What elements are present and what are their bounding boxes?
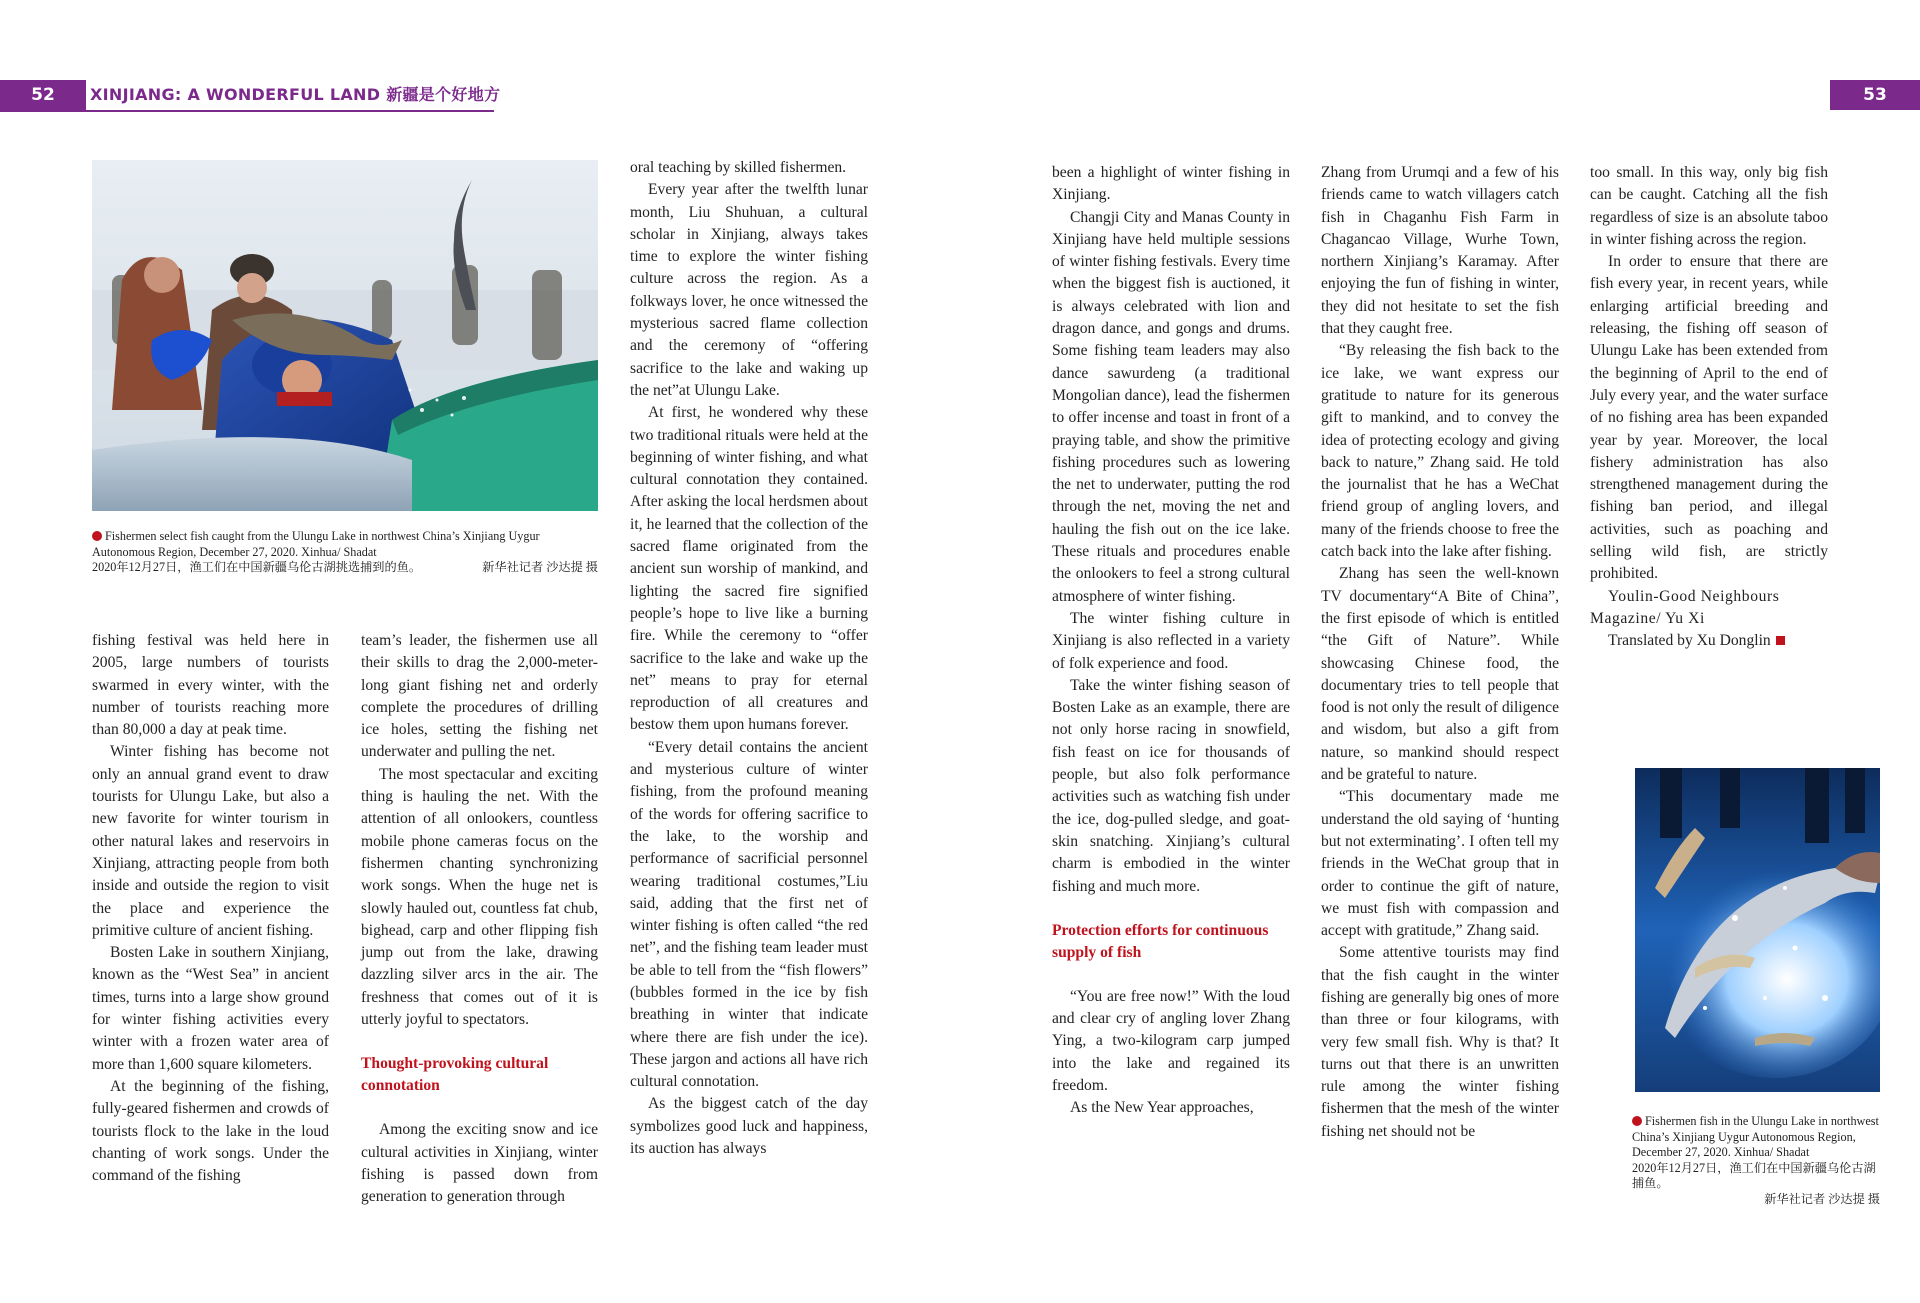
paragraph: been a highlight of winter fishing in Xinjiang. (1052, 164, 1290, 204)
paragraph: “This documentary made me understand the old saying of ‘hunting but not exterminating’. I often tell my friends in the WeChat group that in order to continue the gift of nature, we must fish with compassion and accept with gratitude,” Zhang said. (1321, 788, 1559, 940)
end-mark-icon (1776, 636, 1785, 645)
paragraph: The winter fishing culture in Xinjiang is also reflected in a variety of folk experience and food. (1052, 609, 1290, 672)
paragraph: too small. In this way, only big fish can be caught. Catching all the fish regardless of size is an absolute taboo in winter fishing across the region. (1590, 164, 1828, 248)
fishermen-photo (92, 160, 598, 511)
fishermen-photo-art (92, 160, 598, 511)
photo-credit-2: 新华社记者 沙达提 摄 (1764, 1191, 1880, 1206)
article-column-1 (92, 630, 329, 1187)
paragraph: Zhang from Urumqi and a few of his friends came to watch villagers catch fish in Chaganhu Fish Farm in Chagancao Village, Wurhe Town, northern Xinjiang’s Karamay. After enjoying the fun of fishing in winter, they did not hesitate to set the fish that they caught free. (1321, 164, 1559, 338)
page-number-right: 53 (1830, 80, 1920, 110)
paragraph: Some attentive tourists may find that the fish caught in the winter fishing are generally big ones of more than three or four kilograms, with very few small fish. Why is that? It turns out that there is an unwritten rule among the winter fishing fishermen that the mesh of the winter fishing net should not be (1321, 944, 1559, 1140)
paragraph: “By releasing the fish back to the ice lake, we want express our gratitude to nature for its generous gift to mankind, and to convey the idea of protecting ecology and giving back to nature,” Zhang said. He told the journalist that he has a WeChat friend group of angling lovers, and many of the friends choose to free the catch back into the lake after fishing. (1321, 342, 1559, 561)
article-column-4 (1052, 162, 1290, 1120)
paragraph: Changji City and Manas County in Xinjiang have held multiple sessions of winter fishing festivals. Every time when the biggest fish is auctioned, it is always celebrated with lion and dragon dance, and gongs and drums. Some fishing team leaders may also dance sawurdeng (a traditional Mongolian dance), lead the fishermen to offer incense and toast in front of a praying table, and show the primitive fishing procedures such as lowering the net to underwater, putting the rod through the net, moving the net and hauling the fish out on the ice lake. These rituals and procedures enable the onlookers to feel a strong cultural atmosphere of winter fishing. (1052, 208, 1290, 605)
article-column-5 (1321, 162, 1559, 1143)
paragraph: “Every detail contains the ancient and mysterious culture of winter fishing, from the profound meaning of the words for offering sacrifice to the lake, to the worship and performance of sacrificial personnel wearing traditional costumes,”Liu said, adding that the first net of winter fishing is often called “the red net”, and the fishing team leader must be able to tell from the “fish flowers” (bubbles formed in the ice by fish breathing in winter that indicate where there are fish under the ice). These jargon and actions all have rich cultural connotation. (630, 738, 868, 1091)
right-page (960, 0, 1920, 1303)
page-header (0, 80, 501, 110)
caption-cn-2: 2020年12月27日，渔工们在中国新疆乌伦古湖捕鱼。 (1632, 1160, 1876, 1190)
photo-credit-1: 新华社记者 沙达提 摄 (482, 560, 598, 574)
caption-en-2: Fishermen fish in the Ulungu Lake in northwest China’s Xinjiang Uygur Autonomous Region, December 27, 2020. Xinhua/ Shadat (1632, 1114, 1879, 1159)
paragraph: As the biggest catch of the day symbolizes good luck and happiness, its auction has always (630, 1095, 868, 1158)
caption-en-1: Fishermen select fish caught from the Ulungu Lake in northwest China’s Xinjiang Uygur Autonomous Region, December 27, 2020. Xinhua/ Shadat (92, 529, 540, 559)
xinhua-logo-icon (92, 531, 102, 541)
paragraph: oral teaching by skilled fishermen. (630, 159, 847, 176)
paragraph: Winter fishing has become not only an annual grand event to draw tourists for Ulungu Lake, but also a new favorite for winter tourism in other natural lakes and reservoirs in Xinjiang, attracting people from both inside and outside the region to visit the place and experience the primitive culture of ancient fishing. (92, 743, 329, 939)
caption-cn-1: 2020年12月27日，渔工们在中国新疆乌伦古湖挑选捕到的鱼。 (92, 560, 422, 574)
paragraph: team’s leader, the fishermen use all their skills to drag the 2,000-meter-long giant fishing net and orderly complete the procedures of drilling ice holes, setting the fishing net underwater and pulling the net. (361, 632, 598, 761)
paragraph: Among the exciting snow and ice cultural activities in Xinjiang, winter fishing is passed down from generation to generation through (361, 1121, 598, 1206)
header-rule (0, 110, 494, 112)
fish-splash-photo-art (1635, 768, 1880, 1092)
paragraph: At the beginning of the fishing, fully-geared fishermen and crowds of tourists flock to the lake in the loud chanting of work songs. Under the command of the fishing (92, 1077, 329, 1185)
magazine-section-title: XINJIANG: A WONDERFUL LAND 新疆是个好地方 (90, 85, 501, 104)
xinhua-logo-icon (1632, 1116, 1642, 1126)
caption-cn-1-line (92, 560, 598, 576)
page-number-left: 52 (0, 80, 86, 110)
section-heading: Protection efforts for continuous supply of fish (1052, 921, 1269, 961)
article-column-6 (1590, 162, 1828, 653)
photo-caption-1 (92, 529, 598, 576)
paragraph: At first, he wondered why these two traditional rituals were held at the beginning of winter fishing, and what cultural connotation they contained. After asking the local herdsmen about it, he learned that the collection of the sacred flame originated from the ancient sun worship of mankind, and lighting the sacred fire signified people’s hope to live like a burning fire. While the ceremony to “offer sacrifice to the lake and wake up the net” means to pray for eternal reproduction of all creatures and bestow them upon humans forever. (630, 404, 868, 734)
paragraph: Every year after the twelfth lunar month, Liu Shuhuan, a cultural scholar in Xinjiang, always takes time to explore the winter fishing culture across the region. As a folkways lover, he once witnessed the mysterious sacred flame collection and the ceremony of “offering sacrifice to the lake and waking up the net”at Ulungu Lake. (630, 181, 868, 399)
section-heading: Thought-provoking cultural connotation (361, 1055, 549, 1095)
article-column-3 (630, 157, 868, 1160)
paragraph: As the New Year approaches, (1070, 1099, 1254, 1117)
paragraph: Take the winter fishing season of Bosten Lake as an example, there are not only horse racing in snowfield, fish feast on ice for thousands of people, but also folk performance activities such as watching fish under the ice, dog-pulled sledge, and goat-skin snatching. Xinjiang’s cultural charm is embodied in the winter fishing and much more. (1052, 676, 1290, 895)
article-source: Youlin-Good Neighbours Magazine/ Yu Xi (1590, 587, 1780, 627)
paragraph: In order to ensure that there are fish every year, in recent years, while enlarging artificial breeding and releasing, the fishing off season of Ulungu Lake has been extended from the beginning of April to the end of July every year, and the water surface of no fishing area has been expanded year by year. Moreover, the local fishery administration has also strengthened management during the fishing ban period, and illegal activities, such as poaching and selling wild fish, are strictly prohibited. (1590, 253, 1828, 583)
fish-splash-photo (1635, 768, 1880, 1092)
article-column-2 (361, 630, 598, 1209)
paragraph: The most spectacular and exciting thing is hauling the net. With the attention of all onlookers, countless mobile phone cameras focus on the fishermen chanting synchronizing work songs. When the huge net is slowly hauled out, countless fat chub, bighead, carp and other flipping fish jump out from the lake, drawing dazzling silver arcs in the air. The freshness that comes out of it is utterly joyful to spectators. (361, 765, 598, 1029)
translator-text: Translated by Xu Donglin (1608, 632, 1771, 650)
paragraph: “You are free now!” With the loud and clear cry of angling lover Zhang Ying, a two-kilogram carp jumped into the lake and regained its freedom. (1052, 987, 1290, 1094)
paragraph: fishing festival was held here in 2005, large numbers of tourists swarmed in every winter, with the number of tourists reaching more than 80,000 a day at peak time. (92, 632, 329, 739)
paragraph: Bosten Lake in southern Xinjiang, known as the “West Sea” in ancient times, turns into a large show ground for winter fishing activities every winter with a frozen water area of more than 1,600 square kilometers. (92, 944, 329, 1073)
paragraph: Zhang has seen the well-known TV documentary“A Bite of China”, the first episode of which is entitled “the Gift of Nature”. While showcasing Chinese food, the documentary tries to tell people that food is not only the result of diligence and wisdom, but also a gift from nature, so mankind should respect and be grateful to nature. (1321, 565, 1559, 784)
photo-caption-2 (1632, 1114, 1880, 1207)
translator-credit (1590, 630, 1828, 652)
